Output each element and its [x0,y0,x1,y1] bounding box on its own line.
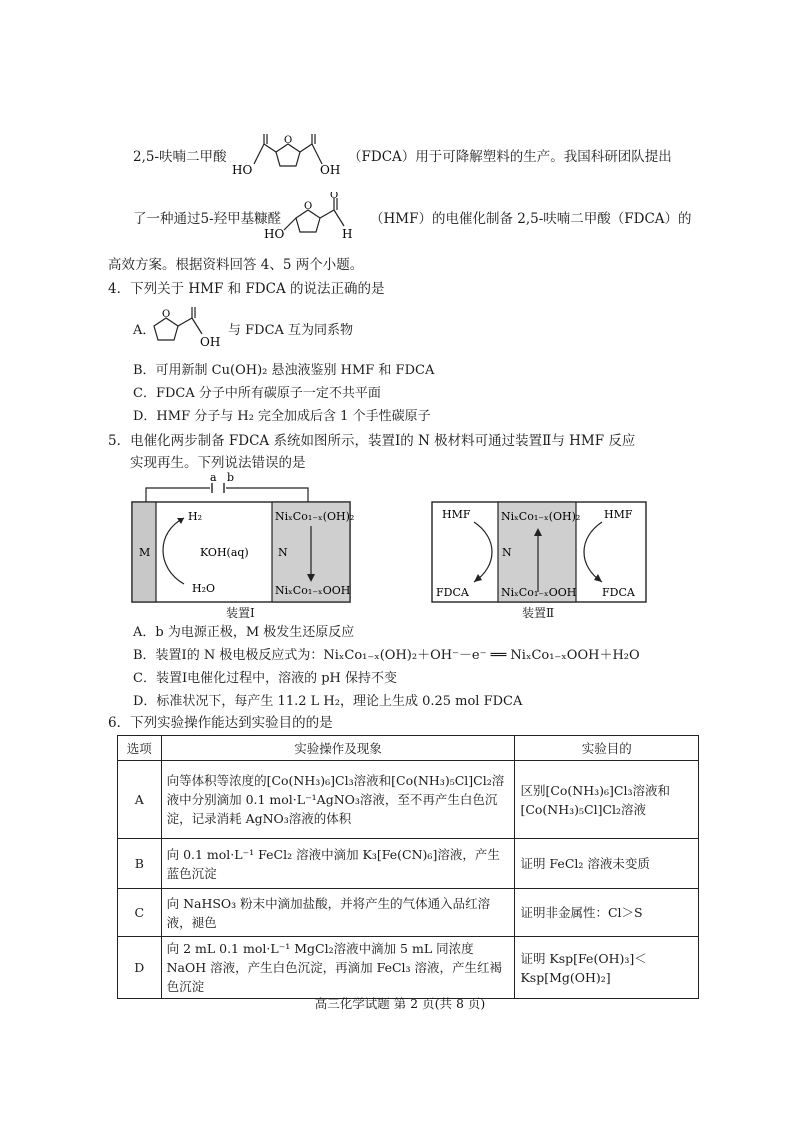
label-n: N [278,546,288,559]
table-row [118,839,699,889]
q5-option-b: B．装置Ⅰ的 N 极电极反应式为：NiₓCo₁₋ₓ(OH)₂＋OH⁻－e⁻ ══ NiₓCo₁₋ₓOOH＋H₂O [133,648,640,663]
row-goal: 证明 Ksp[Fe(OH)₃]＜Ksp[Mg(OH)₂] [515,937,699,999]
row-goal: 区别[Co(NH₃)₆]Cl₃溶液和[Co(NH₃)₅Cl]Cl₂溶液 [515,761,699,839]
row-option: B [118,839,162,889]
furoic-oh-label: OH [200,335,221,349]
table-row [118,937,699,999]
label-koh: KOH(aq) [200,546,249,559]
label-hmf-left: HMF [442,508,471,521]
dev2-label-n: N [502,546,512,559]
device-1-caption: 装置Ⅰ [226,606,255,620]
q5-stem-line-1: 5．电催化两步制备 FDCA 系统如图所示，装置Ⅰ的 N 极材料可通过装置Ⅱ与 HMF 反应 [108,433,636,449]
label-h2: H₂ [188,510,203,523]
q5-stem-line-2: 实现再生。下列说法错误的是 [130,455,306,471]
intro-line-2-b: （HMF）的电催化制备 2,5-呋喃二甲酸（FDCA）的 [370,211,692,227]
hmf-carbonyl-o: O [330,192,339,201]
device-2-caption: 装置Ⅱ [522,606,555,620]
q4-option-b: B．可用新制 Cu(OH)₂ 悬浊液鉴别 HMF 和 FDCA [133,363,435,378]
hmf-h-label: H [342,227,353,241]
fdca-ring-o: O [284,135,293,146]
q4-option-d: D．HMF 分子与 H₂ 完全加成后含 1 个手性碳原子 [133,409,431,424]
label-fdca-right: FDCA [602,586,635,599]
intro-line-2-a: 了一种通过5-羟甲基糠醛 [133,211,282,227]
row-goal: 证明非金属性：Cl＞S [515,889,699,937]
row-option: C [118,889,162,937]
label-b: b [227,471,235,484]
header-option: 选项 [118,736,162,761]
header-operation: 实验操作及现象 [161,736,515,761]
intro-line-3: 高效方案。根据资料回答 4、5 两个小题。 [108,257,364,273]
furoic-acid-structure [150,304,230,350]
intro-line-1-b: （FDCA）用于可降解塑料的生产。我国科研团队提出 [348,149,672,165]
furoic-ring-o: O [162,309,171,320]
row-operation: 向 2 mL 0.1 mol·L⁻¹ MgCl₂溶液中滴加 5 mL 同浓度 NaOH 溶液，产生白色沉淀，再滴加 FeCl₃ 溶液，产生红褐色沉淀 [161,937,515,999]
hmf-ring-o: O [304,201,313,212]
row-option: D [118,937,162,999]
experiment-table [117,735,699,999]
q5-option-c: C．装置Ⅰ电催化过程中，溶液的 pH 保持不变 [133,671,398,686]
q4-option-a-label: A． [133,323,156,338]
intro-line-1-a: 2,5-呋喃二甲酸 [133,149,227,165]
q4-stem: 4．下列关于 HMF 和 FDCA 的说法正确的是 [108,281,385,297]
label-bottom-species: NiₓCo₁₋ₓOOH [275,584,351,597]
row-operation: 向等体积等浓度的[Co(NH₃)₆]Cl₃溶液和[Co(NH₃)₅Cl]Cl₂溶液中分别滴加 0.1 mol·L⁻¹AgNO₃溶液，至不再产生白色沉淀，记录消耗 AgNO₃溶液的体积 [161,761,515,839]
label-a: a [210,471,217,484]
table-row [118,889,699,937]
page-footer: 高三化学试题 第 2 页(共 8 页) [314,996,486,1011]
row-option: A [118,761,162,839]
q4-option-c: C．FDCA 分子中所有碳原子一定不共平面 [133,386,381,401]
device-1-diagram [128,470,368,620]
hmf-structure [262,192,372,244]
fdca-oh-label: OH [320,163,341,177]
dev2-bottom-species: NiₓCo₁₋ₓOOH [501,586,577,599]
device-2-diagram [428,498,668,606]
dev2-top-species: NiₓCo₁₋ₓ(OH)₂ [501,510,581,523]
q5-option-d: D．标准状况下，每产生 11.2 L H₂，理论上生成 0.25 mol FDCA [133,694,523,709]
hmf-ho-label: HO [264,227,285,241]
table-header-row [118,736,699,761]
row-operation: 向 NaHSO₃ 粉末中滴加盐酸，并将产生的气体通入品红溶液，褪色 [161,889,515,937]
label-fdca-left: FDCA [436,586,469,599]
row-operation: 向 0.1 mol·L⁻¹ FeCl₂ 溶液中滴加 K₃[Fe(CN)₆]溶液，产生蓝色沉淀 [161,839,515,889]
row-goal: 证明 FeCl₂ 溶液未变质 [515,839,699,889]
fdca-structure [228,130,348,180]
label-top-species: NiₓCo₁₋ₓ(OH)₂ [275,510,355,523]
label-m: M [139,546,151,559]
table-row [118,761,699,839]
header-goal: 实验目的 [515,736,699,761]
label-hmf-right: HMF [604,508,633,521]
q4-option-a-text: 与 FDCA 互为同系物 [228,323,354,338]
label-h2o: H₂O [192,582,216,595]
q5-option-a: A．b 为电源正极，M 极发生还原反应 [133,625,355,640]
fdca-ho-label: HO [232,163,253,177]
q6-stem: 6．下列实验操作能达到实验目的的是 [108,715,333,731]
